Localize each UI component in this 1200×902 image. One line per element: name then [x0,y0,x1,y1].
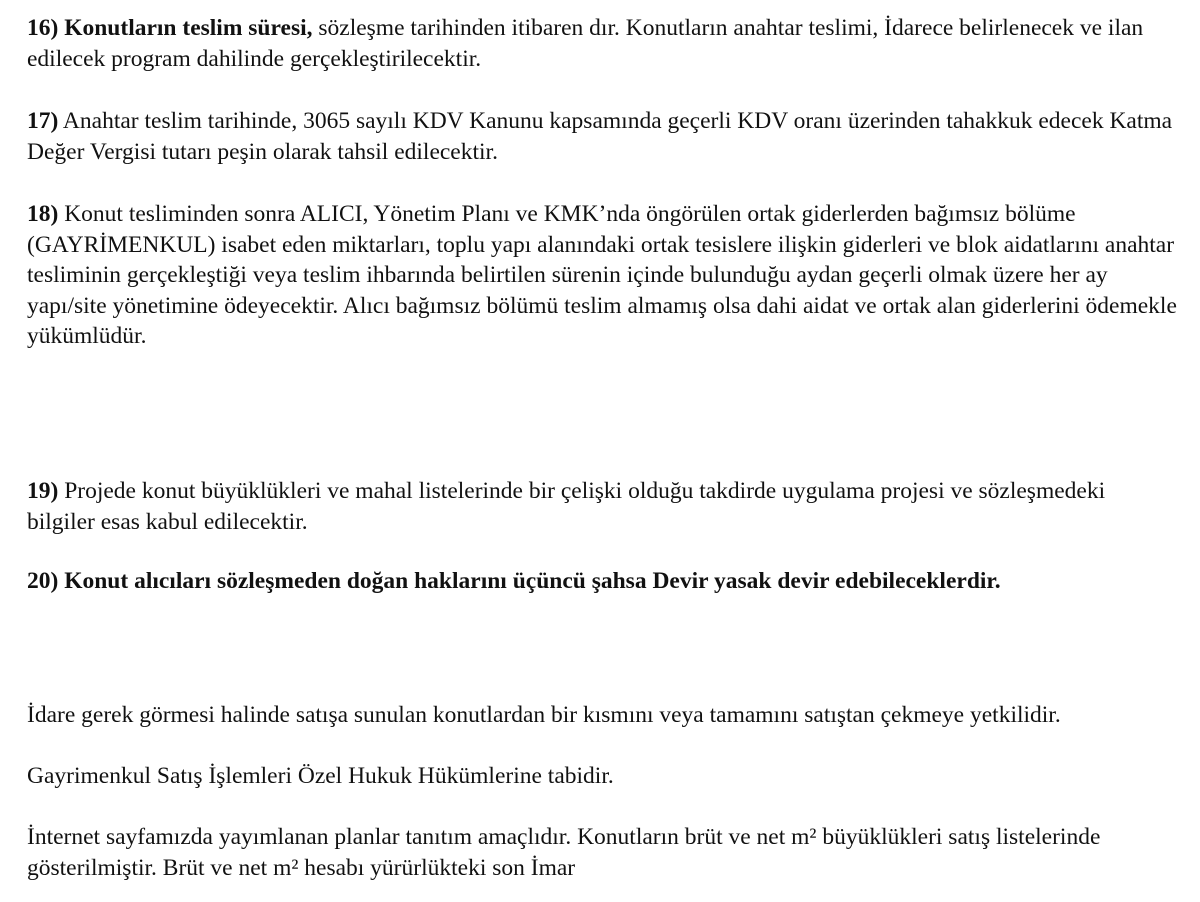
clause-19-text: Projede konut büyüklükleri ve mahal listelerinde bir çelişki olduğu takdirde uygulama projesi ve sözleşmedeki bilgiler esas kabul edilecektir. [27,478,1106,535]
clause-19-number: 19) [27,478,59,504]
clause-16 [27,13,1177,74]
clause-20: 20) Konut alıcıları sözleşmeden doğan haklarını üçüncü şahsa Devir yasak devir edebileceklerdir. [27,568,1001,594]
clause-17-text: Anahtar teslim tarihinde, 3065 sayılı KDV Kanunu kapsamında geçerli KDV oranı üzerinden tahakkuk edecek Katma Değer Vergisi tutarı peşin olarak tahsil edilecektir. [27,108,1173,165]
clause-18-text: Konut tesliminden sonra ALICI, Yönetim Planı ve KMK’nda öngörülen ortak giderlerden bağımsız bölüme (GAYRİMENKUL) isabet eden miktarları, toplu yapı alanındaki ortak tesislere ilişkin giderleri ve blok aidatlarını anahtar tesliminin gerçekleştiği veya teslim ihbarında belirtilen sürenin içinde bulunduğu aydan geçerli olmak üzere her ay yapı/site yönetimine ödeyecektir. Alıcı bağımsız bölümü teslim almamış olsa dahi aidat ve ortak alan giderlerini ödemekle yükümlüdür. [27,201,1177,349]
clause-18 [27,199,1177,352]
clause-17-number: 17) [27,108,59,134]
clause-17 [27,106,1177,167]
clause-19 [27,476,1177,537]
note-withdrawal: İdare gerek görmesi halinde satışa sunulan konutlardan bir kısmını veya tamamını satıştan çekmeye yetkilidir. [27,702,1061,728]
clause-16-text: sözleşme tarihinden itibaren dır. Konutların anahtar teslimi, İdarece belirlenecek ve ilan edilecek program dahilinde gerçekleştirilecektir. [27,15,1144,72]
clause-16-lead: Konutların teslim süresi, [64,15,313,41]
note-plans: İnternet sayfamızda yayımlanan planlar tanıtım amaçlıdır. Konutların brüt ve net m² büyüklükleri satış listelerinde gösterilmiştir. Brüt ve net m² hesabı yürürlükteki son İmar [27,824,1101,881]
clause-18-number: 18) [27,201,59,227]
note-legal: Gayrimenkul Satış İşlemleri Özel Hukuk Hükümlerine tabidir. [27,763,614,789]
clause-16-number: 16) [27,15,59,41]
